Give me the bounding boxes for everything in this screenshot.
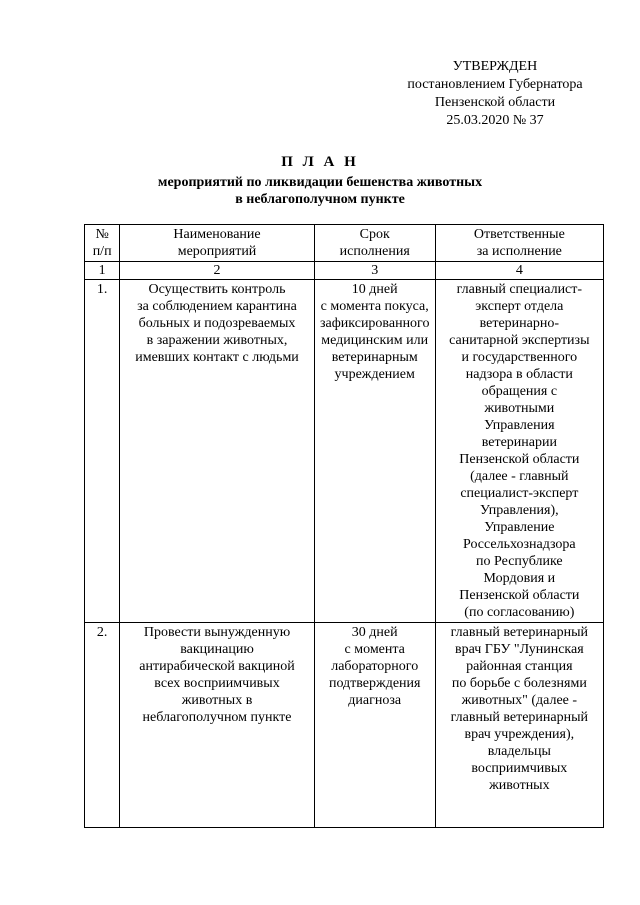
row-term: 30 дней с момента лабораторного подтверждения диагноза bbox=[314, 623, 435, 828]
plan-subtitle-line1: мероприятий по ликвидации бешенства животных bbox=[157, 175, 483, 190]
row-activity: Осуществить контроль за соблюдением карантина больных и подозреваемых в заражении животных, имевших контакт с людьми bbox=[120, 280, 314, 623]
row-number: 1. bbox=[85, 280, 120, 623]
row-responsible: главный специалист- эксперт отдела ветеринарно- санитарной экспертизы и государственного надзора в области обращения с животными Управления ветеринарии Пензенской области (далее - главный специалист-эксперт Управления), Управление Россельхознадзора по Республике Мордовия и Пензенской области (по согласованию) bbox=[435, 280, 603, 623]
approval-stamp bbox=[380, 58, 610, 130]
plan-table bbox=[84, 224, 604, 828]
header-term: Срок исполнения bbox=[314, 225, 435, 262]
header-activity: Наименование мероприятий bbox=[120, 225, 314, 262]
approval-region: Пензенской области bbox=[434, 95, 556, 110]
row-number: 2. bbox=[85, 623, 120, 828]
row-term: 10 дней с момента покуса, зафиксированного медицинским или ветеринарным учреждением bbox=[314, 280, 435, 623]
plan-heading: П Л А Н bbox=[281, 154, 359, 170]
document-title bbox=[0, 154, 640, 208]
table-row bbox=[85, 623, 604, 828]
row-responsible: главный ветеринарный врач ГБУ "Лунинская районная станция по борьбе с болезнями животных" (далее - главный ветеринарный врач учреждения), владельцы восприимчивых животных bbox=[435, 623, 603, 828]
approval-date-number: 25.03.2020 № 37 bbox=[446, 113, 544, 128]
header-responsible: Ответственные за исполнение bbox=[435, 225, 603, 262]
row-activity: Провести вынужденную вакцинацию антирабической вакциной всех восприимчивых животных в неблагополучном пункте bbox=[120, 623, 314, 828]
column-number: 4 bbox=[435, 262, 603, 280]
column-number: 3 bbox=[314, 262, 435, 280]
approval-title: УТВЕРЖДЕН bbox=[452, 59, 538, 74]
approval-authority: постановлением Губернатора bbox=[407, 77, 583, 92]
table-row bbox=[85, 280, 604, 623]
column-number-row bbox=[85, 262, 604, 280]
column-number: 1 bbox=[85, 262, 120, 280]
plan-subtitle-line2: в неблагополучном пункте bbox=[235, 192, 405, 207]
table-header-row bbox=[85, 225, 604, 262]
column-number: 2 bbox=[120, 262, 314, 280]
header-number: № п/п bbox=[85, 225, 120, 262]
